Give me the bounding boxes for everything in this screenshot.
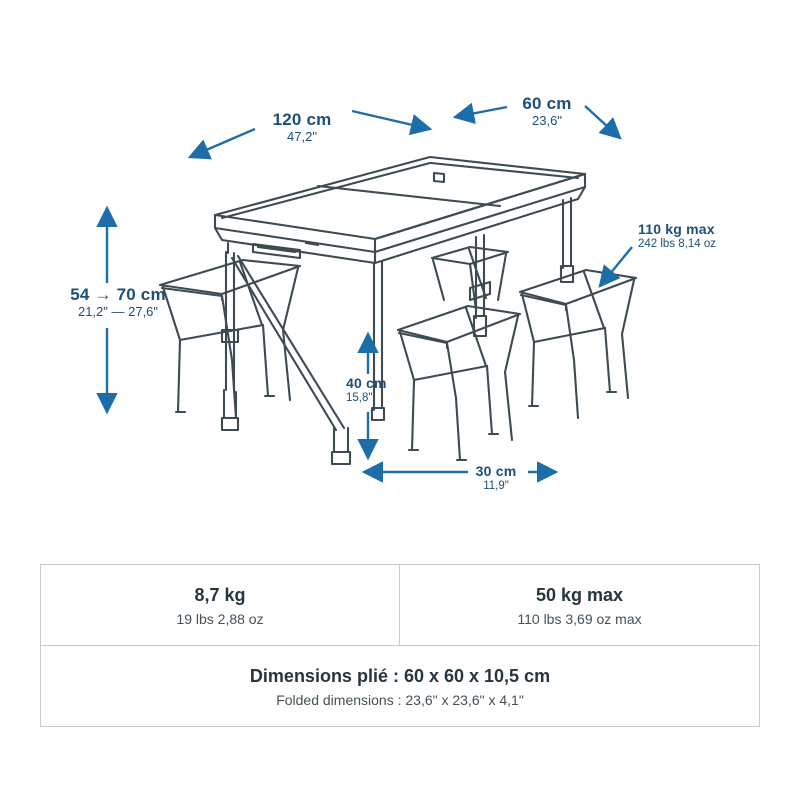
label-stool-max-load: 110 kg max 242 lbs 8,14 oz xyxy=(638,221,717,250)
label-stool-width: 30 cm 11,9" xyxy=(475,463,517,492)
spec-row-bottom xyxy=(41,645,759,726)
label-table-width: 120 cm 47,2" xyxy=(272,110,332,144)
label-table-depth: 60 cm 23,6" xyxy=(522,94,572,128)
spec-cell-table-max-load: 50 kg max 110 lbs 3,69 oz max xyxy=(517,585,642,627)
spec-cell-weight: 8,7 kg 19 lbs 2,88 oz xyxy=(41,565,400,645)
label-table-height-range: 54 → 70 cm 21,2" — 27,6" xyxy=(70,285,166,319)
spec-cell-folded-dimensions: Dimensions plié : 60 x 60 x 10,5 cm Folded dimensions : 23,6" x 23,6" x 4,1" xyxy=(249,666,551,708)
label-stool-height: 40 cm 15,8" xyxy=(346,375,387,404)
spec-table xyxy=(40,564,760,727)
spec-row-top xyxy=(41,565,759,645)
arrow-stool-load-leader xyxy=(600,247,632,286)
